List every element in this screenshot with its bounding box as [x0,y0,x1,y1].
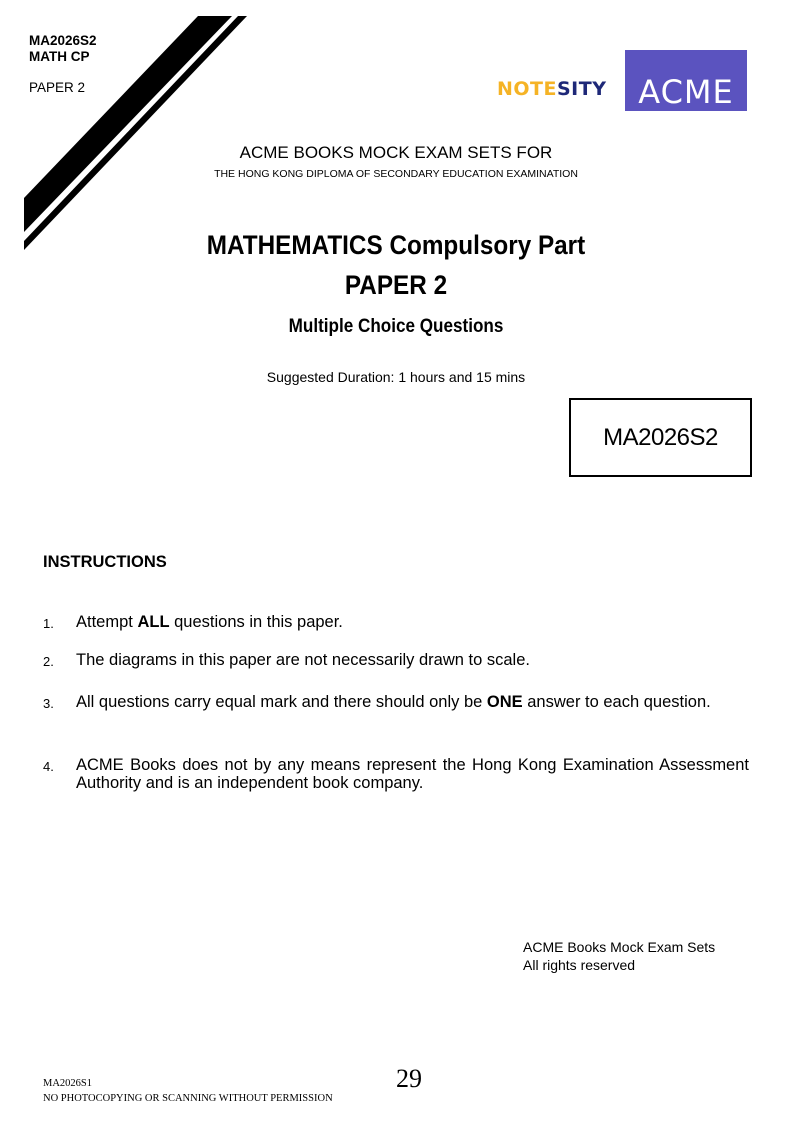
instruction-text: Attempt ALL questions in this paper. [76,613,343,631]
header-paper-code: MA2026S2 [29,33,97,48]
instructions-heading: INSTRUCTIONS [43,553,167,571]
instruction-item [43,756,749,792]
exam-name-line: THE HONG KONG DIPLOMA OF SECONDARY EDUCATION EXAMINATION [214,168,578,180]
header-subject: MATH CP [29,49,90,64]
page-number: 29 [396,1064,422,1093]
footer-code: MA2026S1 [43,1078,93,1089]
paper-code-box [569,398,752,477]
paper-code-box-text: MA2026S2 [603,423,718,451]
instruction-number: 3. [43,696,54,711]
document-title: MATHEMATICS Compulsory Part [206,230,586,260]
rights-line-1: ACME Books Mock Exam Sets [523,939,716,955]
suggested-duration: Suggested Duration: 1 hours and 15 mins [266,369,526,385]
document-subtitle: Multiple Choice Questions [288,316,504,337]
notesity-logo [497,77,606,101]
rights-line-2: All rights reserved [523,957,636,973]
header-paper-label: PAPER 2 [29,80,86,95]
instruction-number: 2. [43,654,54,669]
notesity-logo-sity: SITY [557,78,607,100]
instruction-item [43,693,749,711]
acme-logo [625,50,747,111]
publisher-line: ACME BOOKS MOCK EXAM SETS FOR [239,143,553,162]
footer-notice: NO PHOTOCOPYING OR SCANNING WITHOUT PERMISSION [43,1093,333,1104]
instruction-item [43,613,749,631]
document-paper-number: PAPER 2 [344,270,448,300]
instruction-text: The diagrams in this paper are not necessarily drawn to scale. [76,651,530,669]
instruction-item [43,651,749,669]
acme-logo-text: ACME [638,73,734,111]
instruction-text: ACME Books does not by any means represent the Hong Kong Examination Assessment Authority and is an independent book company. [76,756,749,792]
notesity-logo-note: NOTE [497,78,557,100]
instruction-text: All questions carry equal mark and there should only be ONE answer to each question. [76,693,711,711]
instruction-number: 1. [43,616,54,631]
rights-notice [523,938,715,974]
instruction-number: 4. [43,759,54,774]
